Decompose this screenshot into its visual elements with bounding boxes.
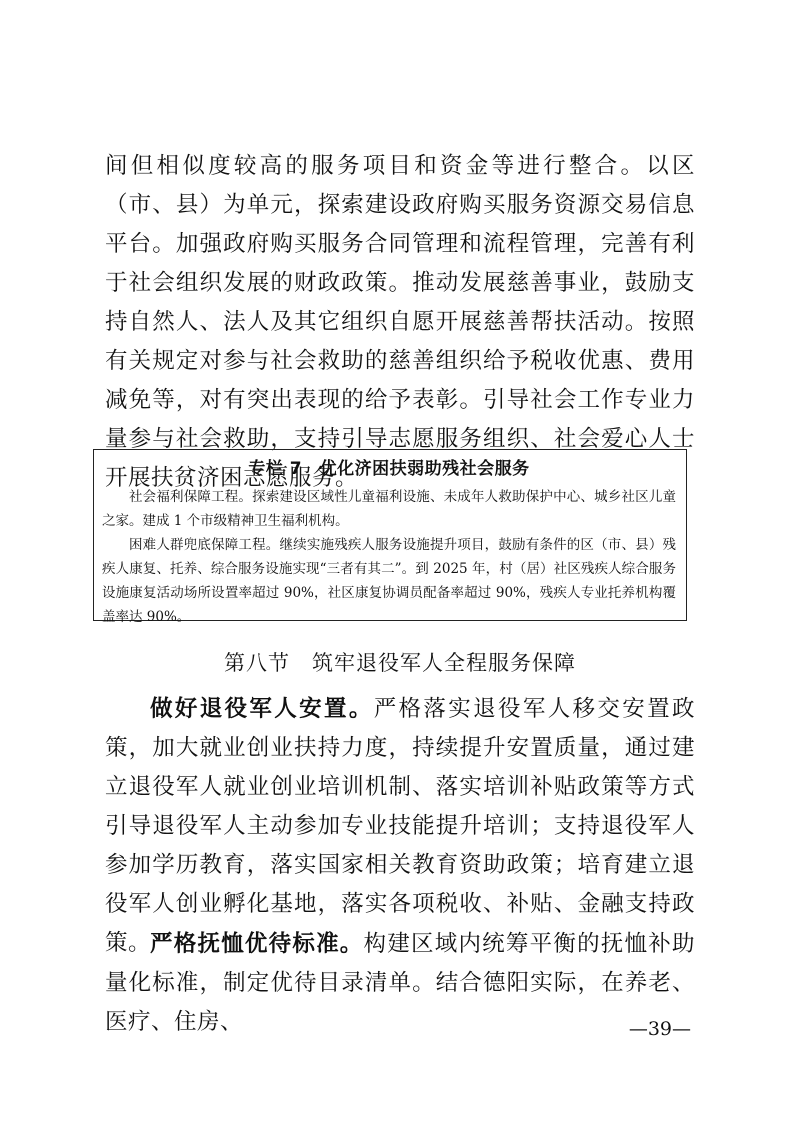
section-heading — [105, 648, 695, 678]
body-paragraph-pension — [105, 925, 695, 1042]
paragraph-text-pension: 构建区域内统筹平衡的抚恤补助量化标准，制定优待目录清单。结合德阳实际，在养老、医疗、住房、 — [105, 931, 695, 1035]
special-column-box — [93, 449, 687, 625]
special-column-item-welfare: 社会福利保障工程。探索建设区域性儿童福利设施、未成年人救助保护中心、城乡社区儿童之家。建成 1 个市级精神卫生福利机构。 — [102, 489, 676, 529]
page-number: —39— — [628, 1018, 691, 1040]
special-column-item-disability: 困难人群兜底保障工程。继续实施残疾人服务设施提升项目，鼓励有条件的区（市、县）残疾人康复、托养、综合服务设施实现“三者有其二”。到 2025 年，村（居）社区残疾人综合服务设施康复活动场所设置率超过 90%，社区康复协调员配备率超过 90%，残疾人专业托养机构覆盖率达 90%。 — [102, 537, 676, 625]
special-column-title: 专栏 7 优化济困扶弱助残社会服务 — [248, 459, 530, 479]
paragraph-lead-resettlement: 做好退役军人安置。 — [150, 696, 374, 722]
section-title: 筑牢退役军人全程服务保障 — [312, 651, 576, 675]
paragraph-text-resettlement: 严格落实退役军人移交安置政策，加大就业创业扶持力度，持续提升安置质量，通过建立退役军人就业创业培训机制、落实培训补贴政策等方式引导退役军人主动参加专业技能提升培训；支持退役军人参加学历教育，落实国家相关教育资助政策；培育建立退役军人创业孵化基地，落实各项税收、补贴、金融支持政策。 — [105, 696, 695, 956]
paragraph-lead-pension: 严格抚恤优待标准。 — [150, 931, 364, 957]
body-paragraph-resettlement — [105, 690, 695, 963]
body-paragraph-intro: 间但相似度较高的服务项目和资金等进行整合。以区（市、县）为单元，探索建设政府购买服务资源交易信息平台。加强政府购买服务合同管理和流程管理，完善有利于社会组织发展的财政政策。推动发展慈善事业，鼓励支持自然人、法人及其它组织自愿开展慈善帮扶活动。按照有关规定对参与社会救助的慈善组织给予税收优惠、费用减免等，对有突出表现的给予表彰。引导社会工作专业力量参与社会救助，支持引导志愿服务组织、社会爱心人士开展扶贫济困志愿服务。 — [105, 153, 695, 491]
section-number: 第八节 — [224, 651, 290, 675]
